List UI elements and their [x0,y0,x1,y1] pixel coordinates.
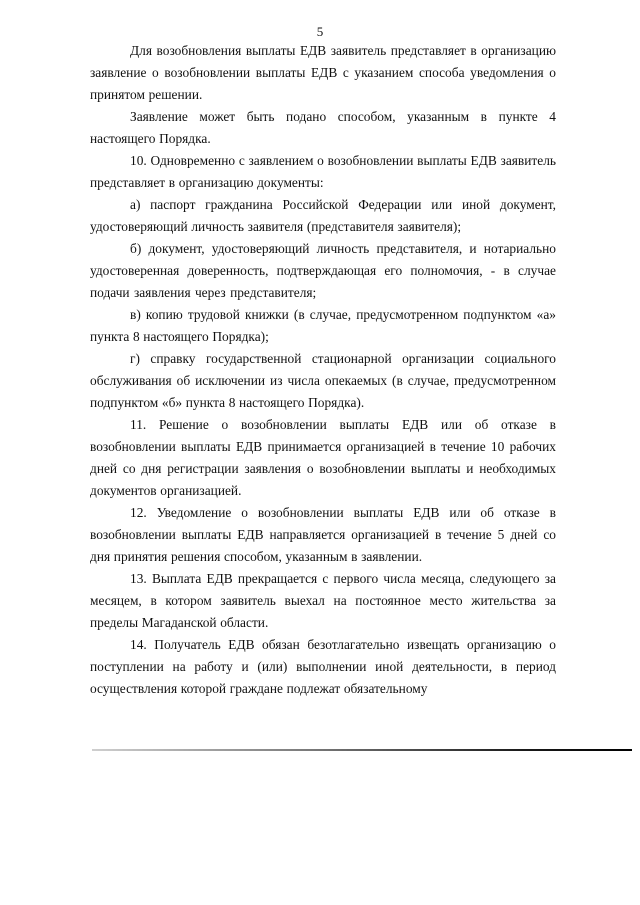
paragraph-item-10-a: а) паспорт гражданина Российской Федерации или иной документ, удостоверяющий личность заявителя (представителя заявителя); [90,197,556,234]
paragraph-item-10-b: б) документ, удостоверяющий личность представителя, и нотариально удостоверенная доверенность, подтверждающая его полномочия, - в случае подачи заявления через представителя; [90,241,556,300]
paragraph-item-10-v: в) копию трудовой книжки (в случае, предусмотренном подпунктом «а» пункта 8 настоящего Порядка); [90,307,556,344]
paragraph-item-10-g: г) справку государственной стационарной организации социального обслуживания об исключении из числа опекаемых (в случае, предусмотренном подпунктом «б» пункта 8 настоящего Порядка). [90,351,556,410]
paragraph-item-13: 13. Выплата ЕДВ прекращается с первого числа месяца, следующего за месяцем, в котором заявитель выехал на постоянное место жительства за пределы Магаданской области. [90,571,556,630]
paragraph-renewal-application: Для возобновления выплаты ЕДВ заявитель представляет в организацию заявление о возобновлении выплаты ЕДВ с указанием способа уведомления о принятом решении. [90,43,556,102]
paragraph-item-11: 11. Решение о возобновлении выплаты ЕДВ или об отказе в возобновлении выплаты ЕДВ принимается организацией в течение 10 рабочих дней со дня регистрации заявления о возобновлении выплаты и необходимых документов организацией. [90,417,556,498]
footer-divider-line [92,749,632,751]
paragraph-submission-method: Заявление может быть подано способом, указанным в пункте 4 настоящего Порядка. [90,109,556,146]
document-body [90,40,556,700]
paragraph-item-14: 14. Получатель ЕДВ обязан безотлагательно извещать организацию о поступлении на работу и (или) выполнении иной деятельности, в период осуществления которой граждане подлежат обязательному [90,637,556,696]
paragraph-item-10: 10. Одновременно с заявлением о возобновлении выплаты ЕДВ заявитель представляет в организацию документы: [90,153,556,190]
paragraph-item-12: 12. Уведомление о возобновлении выплаты ЕДВ или об отказе в возобновлении выплаты ЕДВ направляется организацией в течение 5 дней со дня принятия решения способом, указанным в заявлении. [90,505,556,564]
page-number: 5 [316,24,324,39]
